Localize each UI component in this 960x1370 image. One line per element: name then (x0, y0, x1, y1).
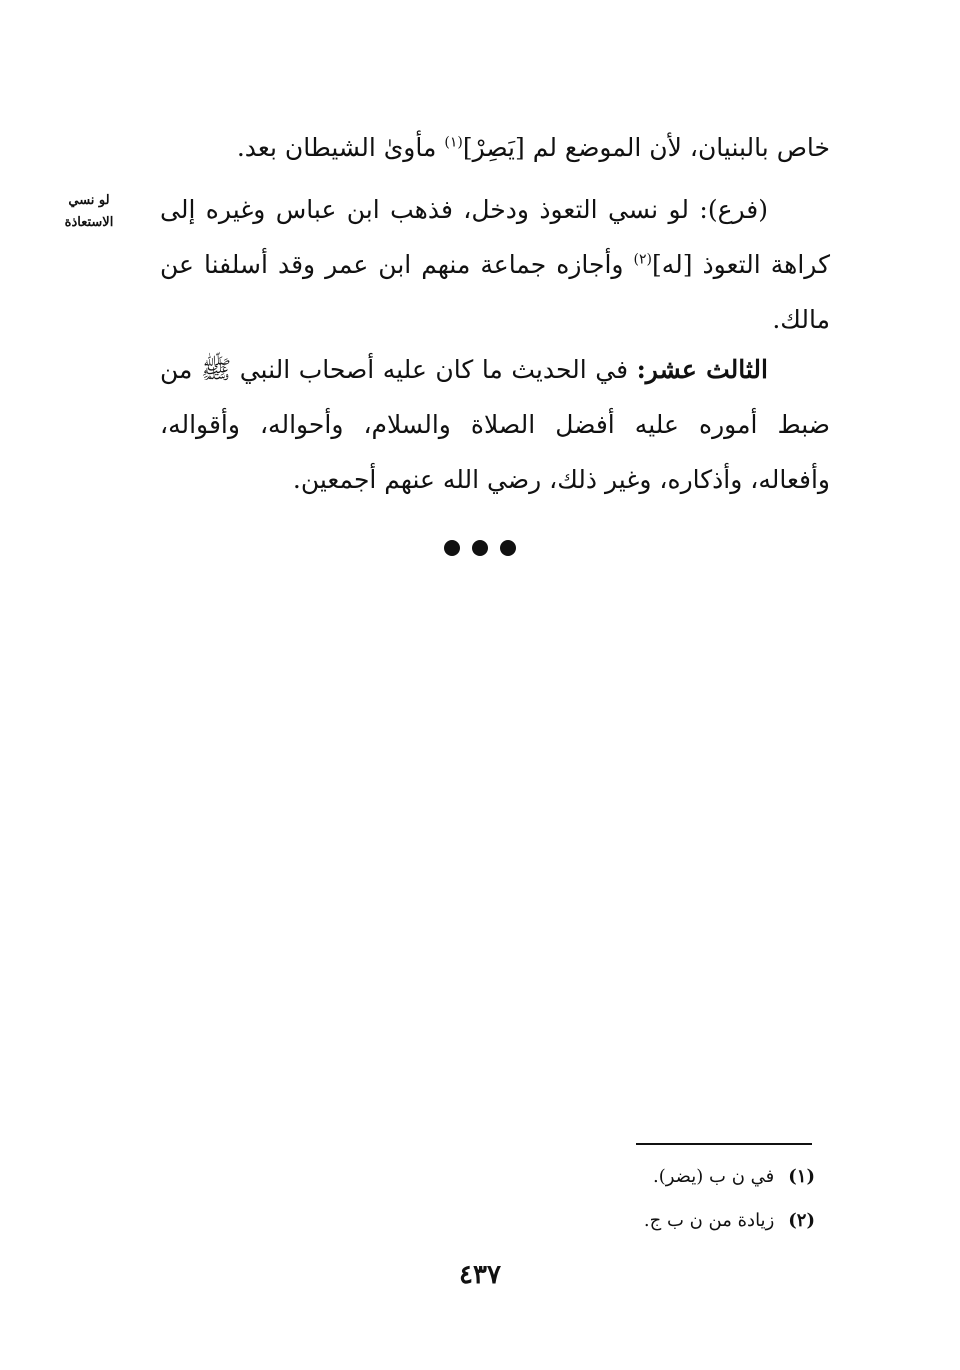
footnote-1-number: (١) (788, 1166, 815, 1187)
paragraph-3 (160, 342, 830, 507)
paragraph-2-text-end: وأجازه جماعة منهم ابن عمر وقد أسلفنا عن مالك. (160, 250, 830, 334)
paragraph-1-text-end: مأوىٰ الشيطان بعد. (236, 133, 445, 162)
footnote-2-number: (٢) (788, 1210, 815, 1231)
footnote-ref-1: (١) (444, 134, 463, 151)
footnote-1-text: في ن ب (يضر). (653, 1166, 775, 1187)
footnotes (500, 1155, 815, 1243)
separator-dot (500, 540, 516, 556)
paragraph-2-text: (فرع): لو نسي التعوذ ودخل، فذهب ابن عباس وغيره إلى كراهة التعوذ [له] (160, 195, 830, 279)
footnote-1 (500, 1155, 815, 1199)
separator-dot (472, 540, 488, 556)
paragraph-3-text: في الحديث ما كان عليه أصحاب النبي ﷺ من ضبط أموره عليه أفضل الصلاة والسلام، وأحواله، وأقواله، وأفعاله، وأذكاره، وغير ذلك، رضي الله عنهم أجمعين. (160, 355, 830, 494)
paragraph-2 (160, 182, 830, 347)
margin-note-line-2: الاستعاذة (64, 215, 114, 230)
margin-note-line-1: لو نسي (68, 193, 110, 208)
section-heading: الثالث عشر: (636, 355, 768, 384)
page-number: ٤٣٧ (459, 1260, 501, 1290)
paragraph-1 (160, 120, 830, 175)
footnote-2 (500, 1199, 815, 1243)
footnote-ref-2: (٢) (633, 251, 652, 268)
footnote-divider (636, 1143, 812, 1145)
margin-note (30, 190, 148, 234)
paragraph-1-text: خاص بالبنيان، لأن الموضع لم [يَصِرْ] (462, 133, 830, 162)
section-separator (0, 540, 960, 560)
footnote-2-text: زيادة من ن ب ج. (643, 1210, 775, 1231)
separator-dot (444, 540, 460, 556)
